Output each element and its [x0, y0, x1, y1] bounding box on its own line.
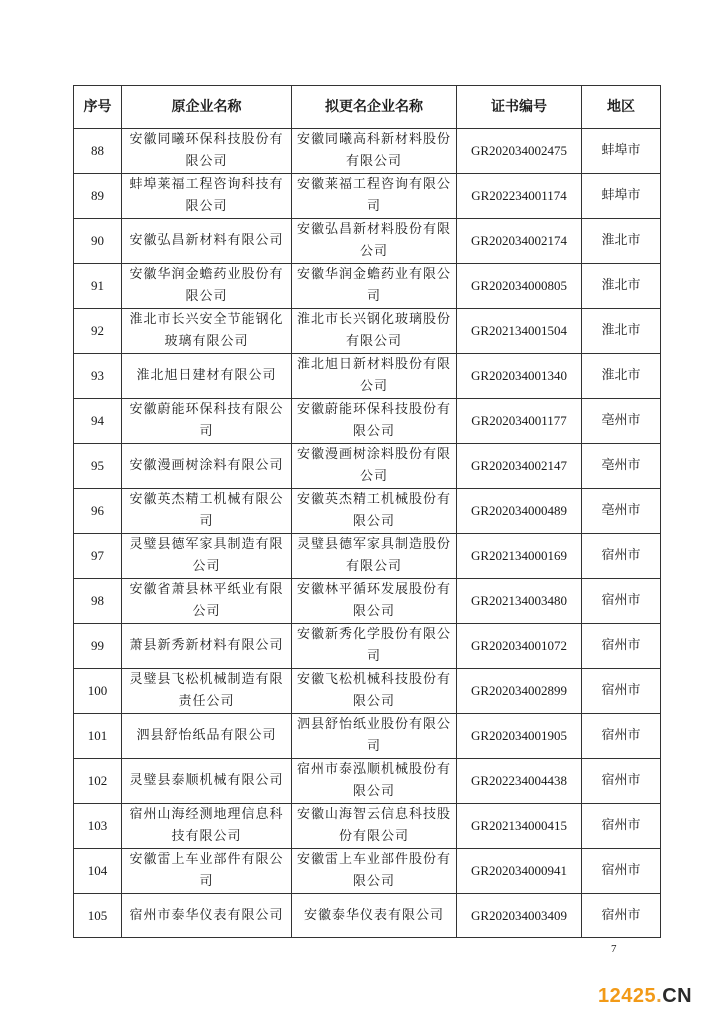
new-name-cell: 安徽英杰精工机械股份有限公司 [292, 489, 457, 534]
watermark-dot: . [656, 985, 663, 1007]
header-region: 地区 [582, 86, 661, 129]
certificate-no-cell: GR202234001174 [457, 174, 582, 219]
original-name-cell: 灵璧县德军家具制造有限公司 [122, 534, 292, 579]
certificate-no-cell: GR202034001072 [457, 624, 582, 669]
table-row [74, 219, 661, 264]
certificate-no-cell: GR202034001177 [457, 399, 582, 444]
serial-cell: 88 [74, 129, 122, 174]
original-name-cell: 灵璧县飞松机械制造有限责任公司 [122, 669, 292, 714]
table-row [74, 174, 661, 219]
page-number: 7 [611, 943, 617, 955]
region-cell: 亳州市 [582, 399, 661, 444]
certificate-no-cell: GR202134001504 [457, 309, 582, 354]
region-cell: 淮北市 [582, 219, 661, 264]
serial-cell: 105 [74, 894, 122, 938]
serial-cell: 101 [74, 714, 122, 759]
certificate-no-cell: GR202034002475 [457, 129, 582, 174]
watermark-tld: CN [662, 985, 693, 1007]
table-row [74, 264, 661, 309]
rename-table [73, 85, 661, 938]
region-cell: 蚌埠市 [582, 174, 661, 219]
region-cell: 亳州市 [582, 444, 661, 489]
table-row [74, 624, 661, 669]
certificate-no-cell: GR202034002147 [457, 444, 582, 489]
original-name-cell: 灵璧县泰顺机械有限公司 [122, 759, 292, 804]
region-cell: 蚌埠市 [582, 129, 661, 174]
certificate-no-cell: GR202034000805 [457, 264, 582, 309]
region-cell: 亳州市 [582, 489, 661, 534]
table-row [74, 849, 661, 894]
original-name-cell: 安徽漫画树涂料有限公司 [122, 444, 292, 489]
table-row [74, 399, 661, 444]
original-name-cell: 淮北旭日建材有限公司 [122, 354, 292, 399]
certificate-no-cell: GR202034000489 [457, 489, 582, 534]
serial-cell: 102 [74, 759, 122, 804]
table-row [74, 444, 661, 489]
region-cell: 宿州市 [582, 804, 661, 849]
header-original-name: 原企业名称 [122, 86, 292, 129]
region-cell: 宿州市 [582, 759, 661, 804]
table-row [74, 354, 661, 399]
table-row [74, 579, 661, 624]
serial-cell: 97 [74, 534, 122, 579]
new-name-cell: 淮北市长兴钢化玻璃股份有限公司 [292, 309, 457, 354]
new-name-cell: 安徽新秀化学股份有限公司 [292, 624, 457, 669]
original-name-cell: 安徽华润金蟾药业股份有限公司 [122, 264, 292, 309]
original-name-cell: 安徽弘昌新材料有限公司 [122, 219, 292, 264]
new-name-cell: 安徽雷上车业部件股份有限公司 [292, 849, 457, 894]
original-name-cell: 安徽同曦环保科技股份有限公司 [122, 129, 292, 174]
table-row [74, 489, 661, 534]
certificate-no-cell: GR202134000415 [457, 804, 582, 849]
new-name-cell: 安徽莱福工程咨询有限公司 [292, 174, 457, 219]
original-name-cell: 安徽蔚能环保科技有限公司 [122, 399, 292, 444]
new-name-cell: 泗县舒怡纸业股份有限公司 [292, 714, 457, 759]
serial-cell: 89 [74, 174, 122, 219]
certificate-no-cell: GR202034001340 [457, 354, 582, 399]
header-serial: 序号 [74, 86, 122, 129]
table-row [74, 534, 661, 579]
serial-cell: 100 [74, 669, 122, 714]
original-name-cell: 萧县新秀新材料有限公司 [122, 624, 292, 669]
region-cell: 宿州市 [582, 894, 661, 938]
region-cell: 宿州市 [582, 624, 661, 669]
region-cell: 宿州市 [582, 534, 661, 579]
serial-cell: 90 [74, 219, 122, 264]
serial-cell: 104 [74, 849, 122, 894]
new-name-cell: 淮北旭日新材料股份有限公司 [292, 354, 457, 399]
serial-cell: 92 [74, 309, 122, 354]
certificate-no-cell: GR202134000169 [457, 534, 582, 579]
serial-cell: 95 [74, 444, 122, 489]
new-name-cell: 灵璧县德军家具制造股份有限公司 [292, 534, 457, 579]
table-row [74, 669, 661, 714]
serial-cell: 98 [74, 579, 122, 624]
new-name-cell: 安徽同曦高科新材料股份有限公司 [292, 129, 457, 174]
new-name-cell: 安徽山海智云信息科技股份有限公司 [292, 804, 457, 849]
header-certificate-no: 证书编号 [457, 86, 582, 129]
header-new-name: 拟更名企业名称 [292, 86, 457, 129]
serial-cell: 103 [74, 804, 122, 849]
region-cell: 淮北市 [582, 264, 661, 309]
new-name-cell: 安徽林平循环发展股份有限公司 [292, 579, 457, 624]
serial-cell: 94 [74, 399, 122, 444]
watermark-digits: 12425 [598, 985, 657, 1007]
region-cell: 宿州市 [582, 669, 661, 714]
new-name-cell: 安徽蔚能环保科技股份有限公司 [292, 399, 457, 444]
original-name-cell: 安徽英杰精工机械有限公司 [122, 489, 292, 534]
certificate-no-cell: GR202034001905 [457, 714, 582, 759]
certificate-no-cell: GR202034002174 [457, 219, 582, 264]
table-row [74, 894, 661, 938]
region-cell: 淮北市 [582, 309, 661, 354]
certificate-no-cell: GR202034003409 [457, 894, 582, 938]
new-name-cell: 安徽漫画树涂料股份有限公司 [292, 444, 457, 489]
original-name-cell: 泗县舒怡纸品有限公司 [122, 714, 292, 759]
region-cell: 宿州市 [582, 714, 661, 759]
original-name-cell: 淮北市长兴安全节能钢化玻璃有限公司 [122, 309, 292, 354]
site-watermark [598, 985, 692, 1008]
table-header-row [74, 86, 661, 129]
table-row [74, 309, 661, 354]
region-cell: 宿州市 [582, 579, 661, 624]
serial-cell: 96 [74, 489, 122, 534]
certificate-no-cell: GR202034000941 [457, 849, 582, 894]
certificate-no-cell: GR202234004438 [457, 759, 582, 804]
original-name-cell: 蚌埠莱福工程咨询科技有限公司 [122, 174, 292, 219]
serial-cell: 99 [74, 624, 122, 669]
certificate-no-cell: GR202034002899 [457, 669, 582, 714]
original-name-cell: 宿州市泰华仪表有限公司 [122, 894, 292, 938]
new-name-cell: 安徽华润金蟾药业有限公司 [292, 264, 457, 309]
serial-cell: 93 [74, 354, 122, 399]
table-row [74, 129, 661, 174]
region-cell: 宿州市 [582, 849, 661, 894]
new-name-cell: 安徽弘昌新材料股份有限公司 [292, 219, 457, 264]
region-cell: 淮北市 [582, 354, 661, 399]
original-name-cell: 安徽雷上车业部件有限公司 [122, 849, 292, 894]
serial-cell: 91 [74, 264, 122, 309]
original-name-cell: 安徽省萧县林平纸业有限公司 [122, 579, 292, 624]
new-name-cell: 宿州市泰泓顺机械股份有限公司 [292, 759, 457, 804]
table-row [74, 804, 661, 849]
table-row [74, 714, 661, 759]
new-name-cell: 安徽飞松机械科技股份有限公司 [292, 669, 457, 714]
certificate-no-cell: GR202134003480 [457, 579, 582, 624]
original-name-cell: 宿州山海经测地理信息科技有限公司 [122, 804, 292, 849]
new-name-cell: 安徽泰华仪表有限公司 [292, 894, 457, 938]
table-row [74, 759, 661, 804]
